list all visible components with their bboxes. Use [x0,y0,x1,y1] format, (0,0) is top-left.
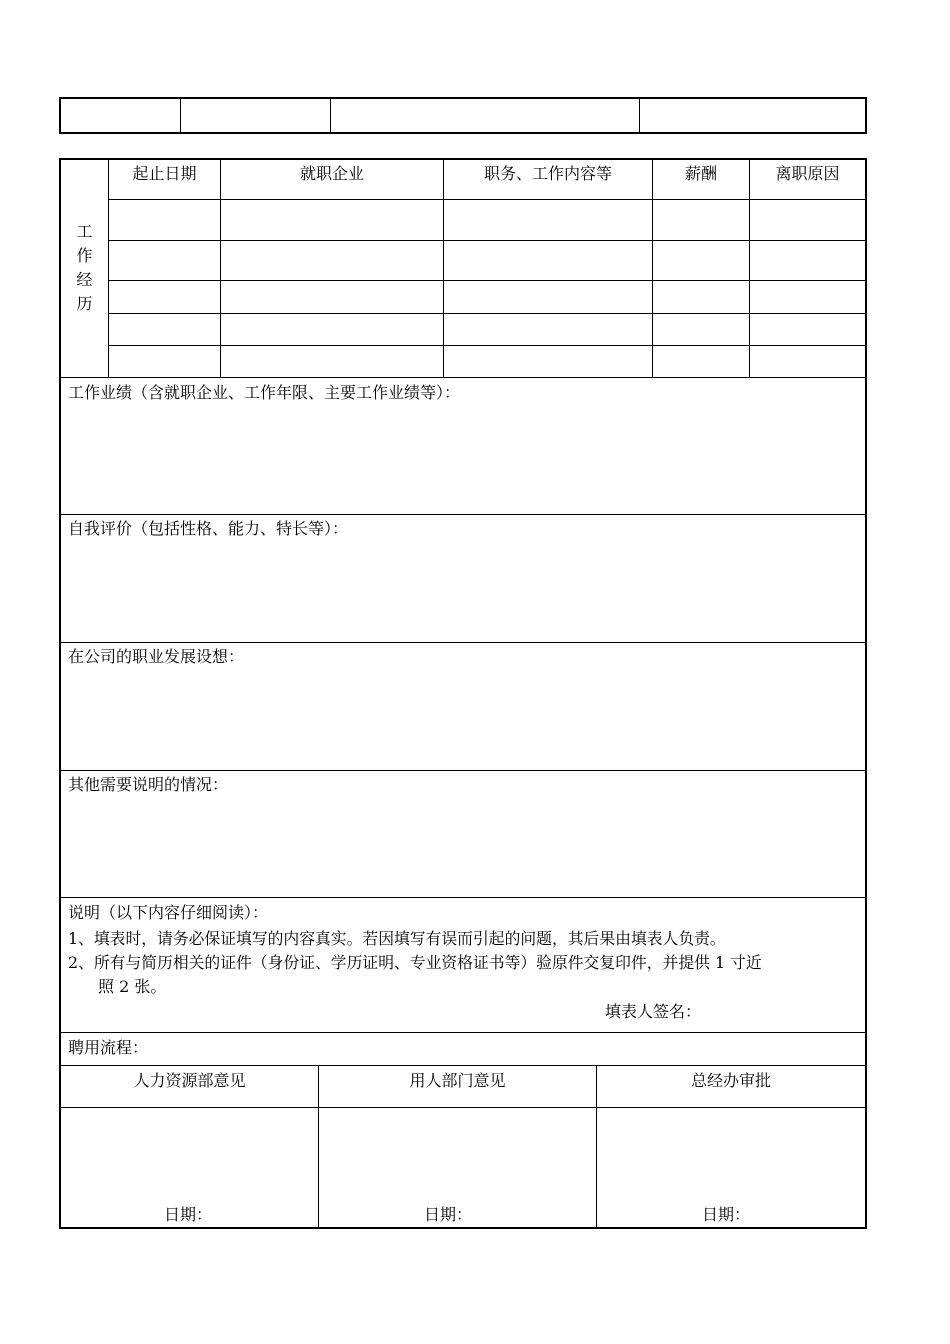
career-plan-field[interactable] [61,669,865,769]
self-evaluation-field[interactable] [61,541,865,641]
dept-opinion-header: 用人部门意见 [409,1071,506,1090]
header-position: 职务、工作内容等 [483,164,612,183]
header-company: 就职企业 [299,164,364,183]
gm-approval-field[interactable] [597,1108,865,1200]
header-salary: 薪酬 [684,164,717,183]
notes-item-1: 1、填表时，请务必保证填写的内容真实。若因填写有误而引起的问题，其后果由填表人负责。 [68,929,726,948]
top-cell-4[interactable] [640,99,865,132]
work-history-side-label [61,220,108,316]
top-cell-2[interactable] [181,99,330,132]
top-cell-3[interactable] [331,99,639,132]
table-row[interactable] [109,200,865,240]
hr-opinion-field[interactable] [61,1108,318,1200]
table-row[interactable] [109,241,865,280]
notes-item-2-cont: 照 2 张。 [98,977,167,996]
notes-item-2: 2、所有与简历相关的证件（身份证、学历证明、专业资格证书等）验原件交复印件，并提供 1 寸近 [68,953,762,972]
hr-date-label: 日期： [164,1205,213,1224]
side-label-char: 历 [76,294,93,313]
table-row[interactable] [109,346,865,377]
notes-title: 说明（以下内容仔细阅读）： [68,903,269,922]
dept-date-label: 日期： [424,1205,473,1224]
gm-approval-header: 总经办审批 [690,1071,771,1090]
signature-label: 填表人签名： [605,1002,702,1021]
performance-field[interactable] [61,405,865,513]
table-row[interactable] [109,281,865,313]
side-label-char: 作 [76,246,93,265]
other-info-field[interactable] [61,797,865,896]
gm-date-label: 日期： [702,1205,751,1224]
top-cell-1[interactable] [61,99,180,132]
signature-field[interactable] [712,1000,862,1026]
self-evaluation-label: 自我评价（包括性格、能力、特长等）： [68,519,349,538]
career-plan-label: 在公司的职业发展设想： [68,647,245,666]
hiring-title: 聘用流程： [68,1038,149,1057]
header-dates: 起止日期 [132,164,197,183]
other-info-label: 其他需要说明的情况： [68,775,229,794]
performance-label: 工作业绩（含就职企业、工作年限、主要工作业绩等）： [68,383,461,402]
dept-opinion-field[interactable] [319,1108,596,1200]
side-label-char: 工 [76,222,93,241]
header-reason: 离职原因 [775,164,840,183]
table-row[interactable] [109,314,865,345]
hr-opinion-header: 人力资源部意见 [133,1071,246,1090]
side-label-char: 经 [76,270,93,289]
